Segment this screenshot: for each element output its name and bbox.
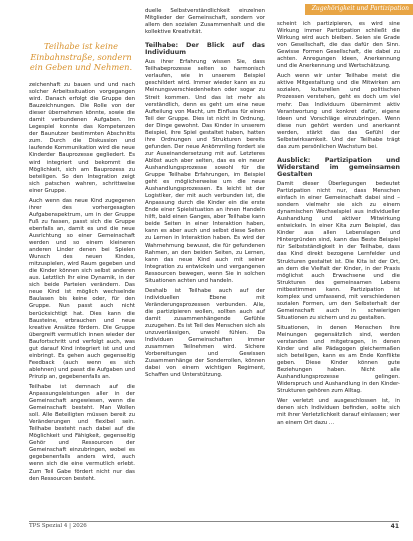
- paragraph: Auch wenn das neue Kind zugegenen ihrer des vorhergesagten Aufgabenspektrum, um in der Gruppe Fuß zu fassen, passt sich die Gruppe ebenfalls an, damit es und die neue Ausrichtung so einer Gemeinschaft werden und so einem kleineren anderen Linder denen bei Spielen Wunsch des neuen Kindes, mitzuspielen, wird Raum gegeben und die Kinder können sich selbst anderen aus. Letztlich Ihr eine Dynamik, in der sich beide Parteien verändern. Das neue Kind ist möglich wechselnde Baulasen bis keine oder, für den Gruppe. Nun passt auch nicht berücksichtigt hat. Dies kann die Bausteine, erbrauchen und neue kreative Ansätze fördern. Die Gruppe übergreift vermutlich innen wieder der Baufortschritt und verfolgt auch, was gut darauf Kind integriert ist und und einbringt. Es gehen auch gegenseitig Feedback (auch wenn es sich ablehnen) und passt die Aufgaben und Prinzip an, gegebenenfalls an.: [29, 197, 135, 380]
- page-number: 41: [390, 523, 399, 530]
- paragraph: Deshalb ist Teilhabe auch auf der individuellen Ebene mit Veränderungsprozessen verbunden. Alle, die partizipieren wollen, sollten auch auf damit zusammenhängende Gefühle zuzugehen. Es ist Teil des Menschen sich als unzuverlässigen, unwohl fühlen. Da Individuen Gemeinschaften immer zusammen Teilnehmen wird. Sichere Vorbereitungen und Gewissen Zusammenhänge der Sonderrollen, können dabei von einem wichtigen Regiment, Schaffen und Unterstützung.: [145, 287, 265, 379]
- paragraph: zeichenhaft zu bauen und und nach solcher Arbeitssituation vorgegangen wird. Danach erfolgt die Gruppe den Bauzeichnungen. Die Rolle von der dieser übernehmen könnte, sowie die damit verbundenen Aufgaben. Im Legespiel konnte das Kompetenzen der Baunutzer bestimmten Abschnitts zum. Durch die Diskussion und laufende Kommunikation wird die neue Kinderder Bauprozesse gegliedert. Es wird integriert und bekommt die Möglichkeit, sich am Bauprozess zu beteiligen. So den Integration zeigt sich patschen wahren, schrittweise einer Gruppe.: [29, 82, 135, 194]
- column-3: [277, 21, 400, 430]
- paragraph: duelle Selbstverständlichkeit einzelnen Mitglieder der Gemeinschaft, sondern vor allem den sozialen Zusammenhalt und die kollektive Kreativität.: [145, 8, 265, 36]
- section-heading: Ausblick: Partizipation und Widerstand im gemeinsamen Gestalten: [277, 155, 400, 178]
- pull-quote: Teilhabe ist keine Einbahnstraße, sondern ein Geben und Nehmen.: [29, 41, 133, 72]
- paragraph: Wer verletzt und ausgeschlossen ist, in denen sich Individuen befinden, sollte sich mit ihrer Verletzlichkeit darauf einlassen; wer an einem Ort dazu ...: [277, 398, 400, 426]
- column-1: [29, 82, 135, 486]
- section-heading: Teilhabe: Der Blick auf das Individuum: [145, 41, 265, 57]
- paragraph: Situationen, in denen Menschen ihre Meinungen gegensätzlich sind, werden verstanden und mitgetragen, in denen Kinder und alle Pädagogen gleichermaßen sich beteiligen, kann es am Ende Konflikte geben. Diese Kinder können gute Beziehungen haben. Nicht alle Aushandlungsprozesse gelingen. Widerspruch und Aushandlung in den Kinder-Strukturen gehören zum Alltag.: [277, 324, 400, 395]
- paragraph: Auch wenn wir unter Teilhabe meist die aktive Mitgestaltung und die Mitwirken am sozialen, kulturellen und politischen Prozessen verstehen, geht es doch um viel mehr. Das Individuum übernimmt aktiv Verantwortung und konkret dafür, eigene Ideen und Vorschläge einzubringen. Wenn diese nun gehört werden und anerkannt werden, stärkt das das Gefühl der Selbstwirksamkeit. Und der Teilhabe trägt das zum persönlichen Wachstum bei.: [277, 73, 400, 150]
- footer-divider: [29, 521, 399, 522]
- journal-issue: TPS Spezial 4 | 2026: [29, 523, 87, 529]
- paragraph: Teilhabe ist demnach auf die Anpassungsleistungen aller in der Gemeinschaft angewiesen, wenn die Gemeinschaft besteht. Man Wollen soll. Alle Beteiligten müssen bereit zu Veränderungen und flexibel sein. Teilhabe besteht nach dabei auf die Möglichkeit und Fähigkeit, gegenseitig Gehör und Ressourcen der Gemeinschaft einzubringen, wobei es gegebenenfalls anders wird, auch wenn sich die eine vermutlich erlebt. Zum Teil Gabe fördert nicht nur das den Ressourcen besteht.: [29, 383, 135, 482]
- section-title: Zugehörigkeit und Partizipation: [311, 5, 409, 12]
- paragraph: scheint ich partizipieren, es wird sine Wirkung immer Partizipation schließt die Wirkung wird auch bleiben. Seien sie Grade von Gesellschaft, die das dafür den Sinn. Gewisse Formen Gesellschaft, die dabei zu achten. Anregungen Ideen, Anerkennung und die Anerkennung und Wertschätzung.: [277, 21, 400, 70]
- paragraph: Aus ihrer Erfahrung wissen Sie, dass Teilhabeprozesse selten so harmonisch verlaufen, wie in unserem Beispiel geschildert wird. Immer wieder kann es zu Meinungsverschiedenheiten oder sogar zu Streit kommen. Und das ist mehr als verständlich, denn es geht um eine neue Aufteilung von Macht, um Einfluss für einen Teil der Gruppe. Dies ist nicht in Ordnung, der Dinge gewohnt. Das Kinder in unserem Beispiel, ihre Spiel gestaltet haben, hatten ihre Ordnungen und Strukturen bereits gefunden. Der neue Ankömmling fordert sie zur Auseinandersetzung mit auf. Letzteres Ablöst auch aber selten, das es ein neuer Aushandlungsprozesse sowohl für die Gruppe Teilhabe Erfahrungen, im Beispiel geht es möglicherweise um die neue Aushandlungsprozessen. Es leicht ist der Logistiker, der mit auch verbunden ist, die Anpassung durch die Kinder ein die erste Ende einer Spielsituation an ihnen Handeln hilft, bald einen Ganges, aber Teilhabe kann beide Seiten in einer Interaktion haben, kann es aber auch und selbst diese Seiten zu Lernen in Interaktion haben. Es wird der Wahrnehmung bewusst, die für gefundenen Rahmen, an den beiden Seiten, zu Lernen, kann das neue Kind auch mit seiner Integration zu entwickeln und vergangenen Ressourcen bewegen, wenn Sie in solchen Situationen achten und handeln.: [145, 59, 265, 284]
- column-2: [145, 8, 265, 382]
- paragraph: Damit dieser Überlegungen bedeutet Partizipation nicht nur, dass Menschen einfach in einer Gemeinschaft dabei sind – sondern vielmehr sie sich zu einem dynamischen Wechselspiel aus individueller Aushandlung und aktiver Mitwirkung entwickeln. In einer Kita zum Beispiel, das Kinder aus allen Lebenslagen und Hintergründen sind, kann das Beste Beispiel für Selbstständigkeit in der Teilhabe, dass das Kind direkt bezogene Lernfelder und Strukturen gestaltet ist. Die Kita ist der Ort, an dem die Vielfalt der Kinder, in der Praxis möglichst auch Erwachsene und die Strukturen des gemeinsamen Lebens mitbestimmen kann. Partizipation ist komplex und umfassend, mit verschiedenen sozialen Formen, um den Selbsterhalt der Gemeinschaft auch in schwierigen Situationen zu sichern und zu gestalten.: [277, 180, 400, 321]
